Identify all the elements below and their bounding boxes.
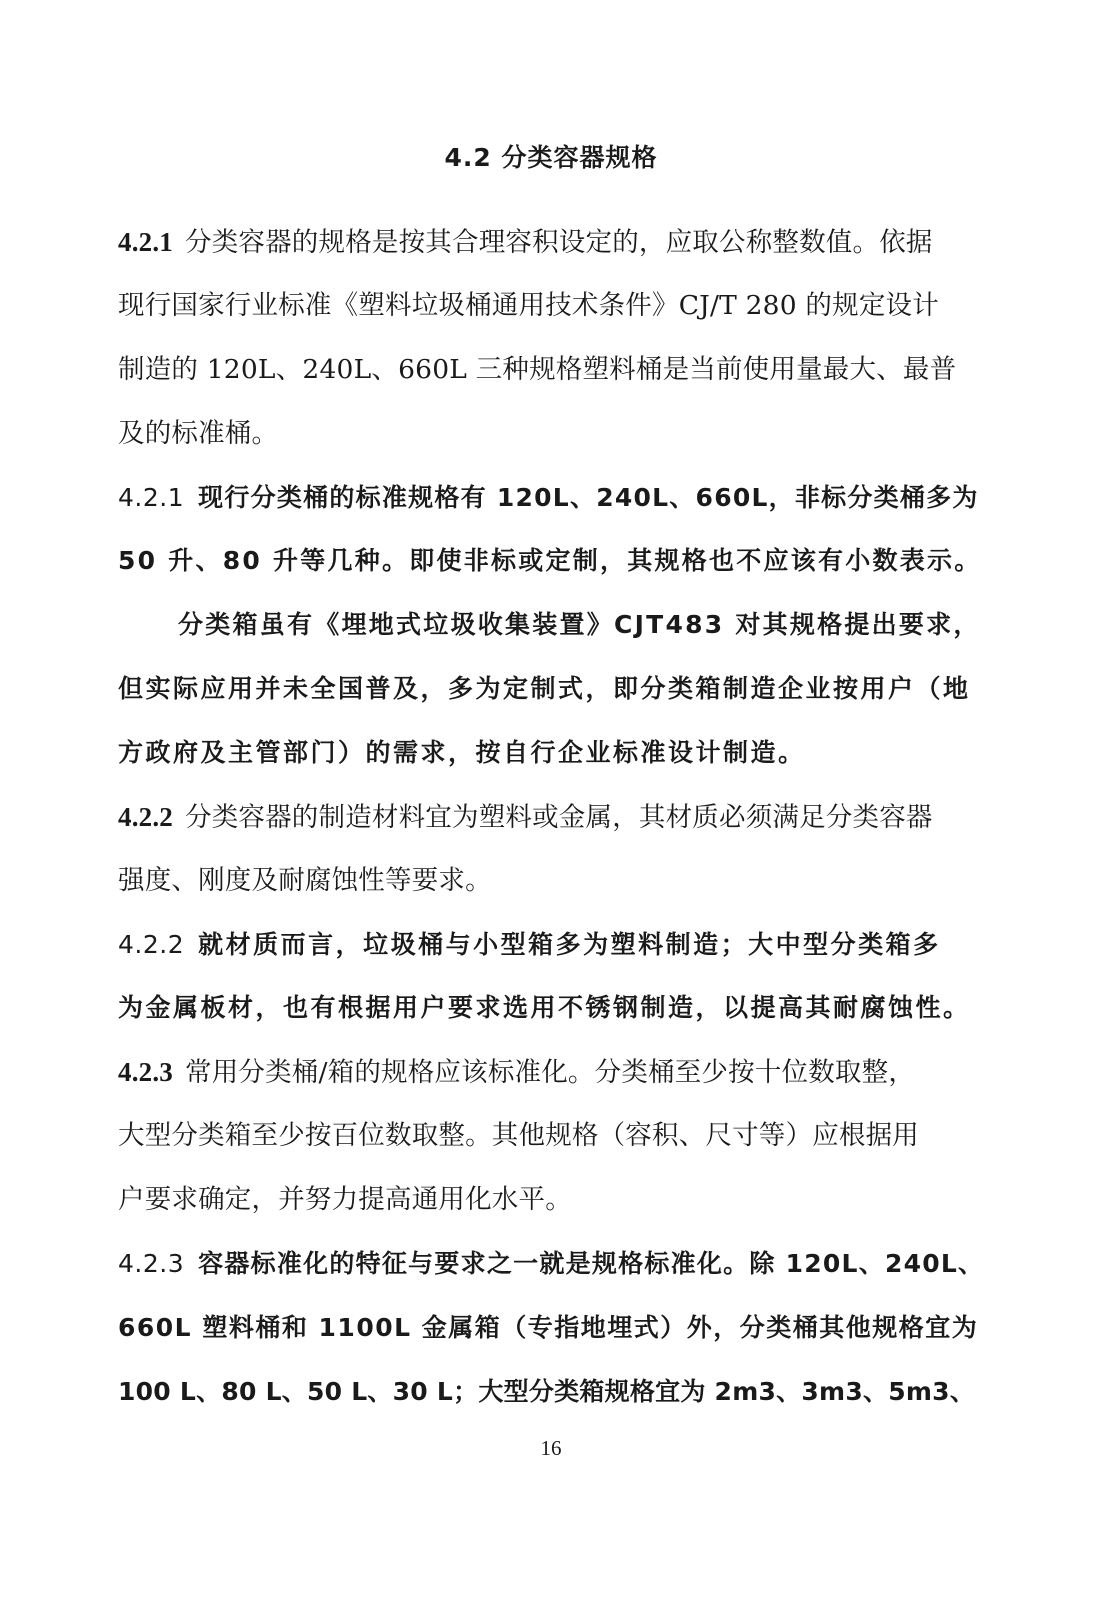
note-4-2-2-line-2: 为金属板材，也有根据用户要求选用不锈钢制造，以提高其耐腐蚀性。 [118,993,971,1022]
clause-4-2-3-line-1 [118,1055,915,1090]
section-heading: 4.2 分类容器规格 [444,143,658,172]
clause-4-2-1-line-2: 现行国家行业标准《塑料垃圾桶通用技术条件》CJ/T 280 的规定设计 [118,290,939,321]
note-text: 现行分类桶的标准规格有 120L、240L、660L，非标分类桶多为 [198,483,979,512]
note-number: 4.2.3 [118,1249,185,1278]
note-4-2-1-line-1 [118,481,979,515]
note-4-2-3-line-2: 660L 塑料桶和 1100L 金属箱（专指地埋式）外，分类桶其他规格宜为 [118,1313,979,1342]
note-4-2-1-line-5: 方政府及主管部门）的需求，按自行企业标准设计制造。 [118,738,806,767]
clause-4-2-1-line-1 [118,225,933,260]
clause-4-2-3-line-2: 大型分类箱至少按百位数取整。其他规格（容积、尺寸等）应根据用 [118,1120,919,1151]
clause-number: 4.2.1 [118,227,173,257]
note-number: 4.2.1 [118,483,185,512]
page-number: 16 [540,1436,562,1460]
note-4-2-1-line-4: 但实际应用并未全国普及，多为定制式，即分类箱制造企业按用户（地 [118,674,971,703]
note-4-2-1-line-2: 50 升、80 升等几种。即使非标或定制，其规格也不应该有小数表示。 [118,546,982,575]
clause-4-2-1-line-3: 制造的 120L、240L、660L 三种规格塑料桶是当前使用量最大、最普 [118,354,957,385]
note-4-2-2-line-1 [118,928,941,962]
clause-number: 4.2.2 [118,802,173,832]
note-text: 就材质而言，垃圾桶与小型箱多为塑料制造；大中型分类箱多 [198,930,941,959]
note-number: 4.2.2 [118,930,185,959]
note-text: 容器标准化的特征与要求之一就是规格标准化。除 120L、240L、 [198,1249,985,1278]
clause-4-2-2-line-1 [118,800,933,835]
clause-text: 分类容器的制造材料宜为塑料或金属，其材质必须满足分类容器 [185,802,933,833]
note-4-2-3-line-1 [118,1247,984,1281]
clause-4-2-3-line-3: 户要求确定，并努力提高通用化水平。 [118,1184,572,1215]
clause-text: 常用分类桶/箱的规格应该标准化。分类桶至少按十位数取整， [185,1057,916,1088]
clause-4-2-2-line-2: 强度、刚度及耐腐蚀性等要求。 [118,865,492,896]
clause-4-2-1-line-4: 及的标准桶。 [118,418,279,449]
clause-text: 分类容器的规格是按其合理容积设定的，应取公称整数值。依据 [185,227,933,258]
note-4-2-1-line-3: 分类箱虽有《埋地式垃圾收集装置》CJT483 对其规格提出要求， [178,610,981,639]
clause-number: 4.2.3 [118,1057,173,1087]
note-4-2-3-line-3: 100 L、80 L、50 L、30 L；大型分类箱规格宜为 2m3、3m3、5m3、 [118,1377,976,1406]
